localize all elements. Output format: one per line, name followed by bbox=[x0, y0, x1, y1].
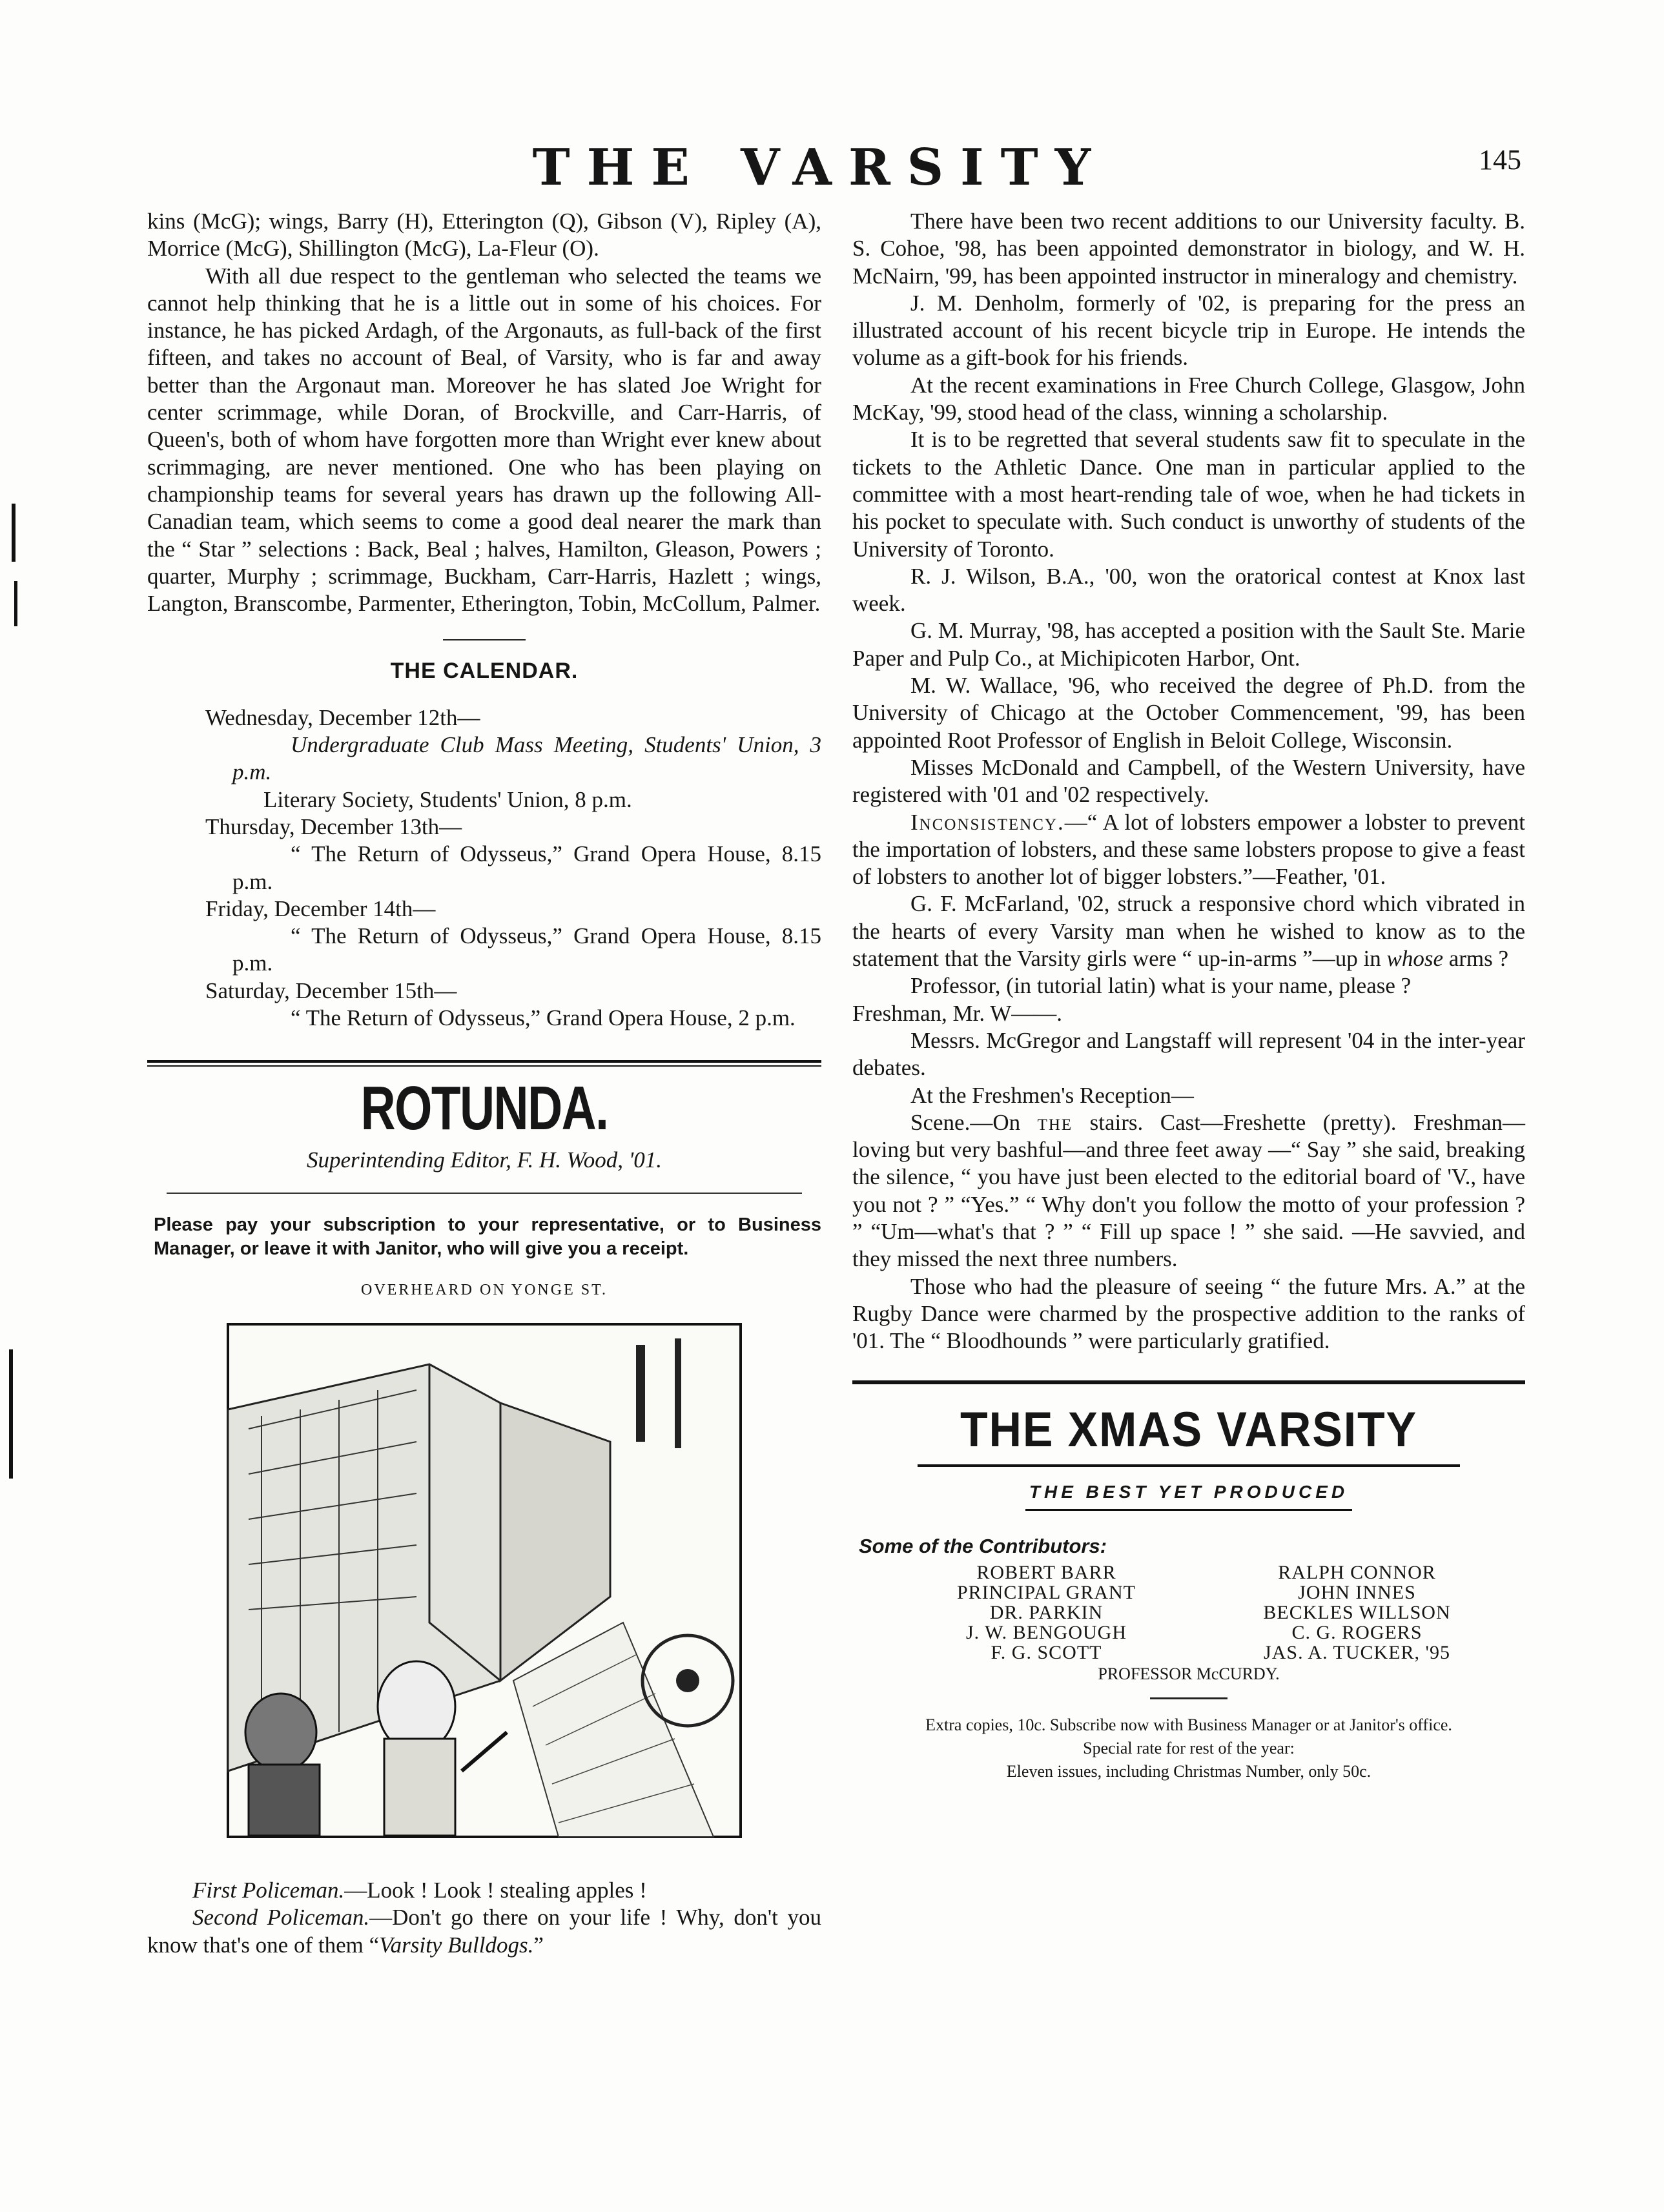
paragraph bbox=[852, 809, 1525, 891]
left-column bbox=[147, 208, 821, 1959]
ad-divider bbox=[852, 1380, 1525, 1384]
paragraph: It is to be regretted that several students saw fit to speculate in the tickets to the Athletic Dance. One man in particular applied to the committee with a most heart-rending tale of woe, when he had tickets in his pocket to speculate with. Such conduct is unworthy of students of the University of Toronto. bbox=[852, 427, 1525, 562]
speech-end: ” bbox=[533, 1932, 544, 1958]
contributor: BECKLES WILLSON bbox=[1263, 1602, 1451, 1624]
caption-line bbox=[147, 1877, 821, 1904]
contributor: RALPH CONNOR bbox=[1278, 1562, 1436, 1584]
subscription-notice: Please pay your subscription to your representative, or to Business Manager, or leave it with Janitor, who will give you a receipt. bbox=[154, 1214, 821, 1259]
right-column bbox=[852, 208, 1525, 1783]
page-number: 145 bbox=[1479, 144, 1521, 176]
calendar-day: Wednesday, December 12th— bbox=[205, 704, 480, 730]
divider bbox=[443, 639, 526, 640]
paragraph: There have been two recent additions to our University faculty. B. S. Cohoe, '98, has been appointed demonstrator in biology, and W. H. McNairn, '99, has been appointed instructor in mineralogy and chemistry. bbox=[852, 209, 1525, 289]
contributor: F. G. SCOTT bbox=[991, 1642, 1102, 1664]
divider bbox=[167, 1193, 802, 1194]
contributor: C. G. ROGERS bbox=[1291, 1622, 1423, 1644]
calendar-item: “ The Return of Odysseus,” Grand Opera House, 2 p.m. bbox=[291, 1005, 796, 1031]
calendar-event: Undergraduate Club Mass Meeting, Students' Union, 3 p.m. bbox=[232, 732, 821, 785]
calendar-day: Friday, December 14th— bbox=[205, 896, 436, 921]
paragraph-text: G. F. McFarland, '02, struck a responsive chord which vibrated in the hearts of every Varsity man when he wished to know as to the statement that the Varsity girls were “ up-in-arms ”—up in bbox=[852, 891, 1525, 972]
calendar-title: THE CALENDAR. bbox=[390, 659, 579, 684]
speech: —Look ! Look ! stealing apples ! bbox=[344, 1877, 647, 1903]
last-contributor: PROFESSOR McCURDY. bbox=[1098, 1664, 1280, 1684]
paragraph bbox=[852, 890, 1525, 972]
ad-special-rate: Special rate for rest of the year: bbox=[1083, 1739, 1295, 1758]
section-divider bbox=[147, 1060, 821, 1067]
contributors-list bbox=[852, 1562, 1525, 1663]
cartoon-illustration bbox=[223, 1319, 746, 1842]
contributors-heading: Some of the Contributors: bbox=[859, 1534, 1107, 1557]
calendar-day: Thursday, December 13th— bbox=[205, 814, 462, 839]
paragraph: With all due respect to the gentleman who selected the teams we cannot help thinking that he is a little out in some of his choices. For instance, he has picked Ardagh, of the Argonauts, as full-back of the first fifteen, and takes no account of Beal, of Varsity, who is far and away better than the Argonaut man. Moreover he has slated Joe Wright for center scrimmage, while Doran, of Brockville, and Carr-Harris, of Queen's, both of whom have forgotten more than Wright ever knew about scrimmaging, are never mentioned. One who has been playing on championship teams for several years has drawn up the following All-Canadian team, which seems to come a good deal nearer the mark than the “ Star ” selections : Back, Beal ; halves, Hamilton, Gleason, Powers ; quarter, Murphy ; scrimmage, Buckham, Carr-Harris, Hazlett ; wings, Langton, Branscombe, Parmenter, Etherington, Tobin, McCollum, Palmer. bbox=[147, 263, 821, 617]
rotunda-editor: Superintending Editor, F. H. Wood, '01. bbox=[306, 1147, 662, 1173]
cartoon-caption bbox=[147, 1877, 821, 1959]
contributor: ROBERT BARR bbox=[976, 1562, 1116, 1584]
contributor: J. W. BENGOUGH bbox=[965, 1622, 1127, 1644]
margin-mark bbox=[12, 504, 15, 562]
contributor: DR. PARKIN bbox=[989, 1602, 1104, 1624]
calendar-item: Literary Society, Students' Union, 8 p.m. bbox=[263, 786, 632, 812]
margin-mark bbox=[9, 1349, 13, 1479]
speaker: Second Policeman. bbox=[192, 1905, 370, 1930]
paragraph-text: arms ? bbox=[1443, 946, 1509, 972]
paragraph: Messrs. McGregor and Langstaff will represent '04 in the inter-year debates. bbox=[852, 1027, 1525, 1081]
paragraph-text: —“ A lot of lobsters empower a lobster to prevent the importation of lobsters, and these same lobsters propose to give a feast of lobsters to another lot of bigger lobsters.”—Feather, '01. bbox=[852, 809, 1525, 890]
paragraph: R. J. Wilson, B.A., '00, won the oratorical contest at Knox last week. bbox=[852, 563, 1525, 617]
margin-mark bbox=[14, 581, 17, 626]
ad-subtitle-text: THE BEST YET PRODUCED bbox=[1025, 1479, 1352, 1510]
paragraph-text: stairs. Cast—Freshette (pretty). Freshman—loving but very bashful—and three feet away —“ Say ” she said, breaking the silence, “ you have just been elected to the editorial board of 'V., have you not ? ” “Yes.” “ Why don't you follow the motto of your profession ? ” “Um—what's that ? ” “ Fill up space ! ” she said. —He savvied, and they missed the next three numbers. bbox=[852, 1109, 1525, 1272]
calendar-item: “ The Return of Odysseus,” Grand Opera House, 8.15 p.m. bbox=[232, 923, 821, 976]
paragraph: M. W. Wallace, '96, who received the degree of Ph.D. from the University of Chicago at the October Commencement, '99, has been appointed Root Professor of English in Beloit College, Wisconsin. bbox=[852, 673, 1525, 753]
paragraph: At the recent examinations in Free Church College, Glasgow, John McKay, '99, stood head of the class, winning a scholarship. bbox=[852, 372, 1525, 425]
paragraph: Misses McDonald and Campbell, of the Western University, have registered with '01 and '02 respectively. bbox=[852, 754, 1525, 808]
ad-eleven-issues: Eleven issues, including Christmas Number, only 50c. bbox=[1006, 1762, 1371, 1781]
rotunda-heading: ROTUNDA. bbox=[360, 1074, 608, 1143]
speech: —Don't go there on your life ! Why, don't you know that's one of them “ bbox=[147, 1905, 821, 1958]
ad-subtitle bbox=[852, 1479, 1525, 1510]
paragraph bbox=[852, 1109, 1525, 1273]
ad-extra-copies: Extra copies, 10c. Subscribe now with Business Manager or at Janitor's office. bbox=[925, 1715, 1452, 1735]
paragraph: kins (McG); wings, Barry (H), Etterington (Q), Gibson (V), Ripley (A), Morrice (McG), Shillington (McG), La-Fleur (O). bbox=[147, 209, 821, 261]
contributor: JOHN INNES bbox=[1298, 1582, 1416, 1604]
small-caps: the bbox=[1037, 1109, 1073, 1135]
ad-title-underline bbox=[918, 1464, 1460, 1467]
emphasis: whose bbox=[1386, 946, 1443, 972]
masthead-title: THE VARSITY bbox=[532, 138, 1108, 197]
paragraph-text: Scene.—On bbox=[910, 1109, 1038, 1135]
contributor: JAS. A. TUCKER, '95 bbox=[1264, 1642, 1450, 1664]
paragraph: At the Freshmen's Reception— bbox=[910, 1082, 1194, 1108]
paragraph: G. M. Murray, '98, has accepted a position with the Sault Ste. Marie Paper and Pulp Co., at Michipicoten Harbor, Ont. bbox=[852, 618, 1525, 671]
paragraph: Freshman, Mr. W——. bbox=[852, 1000, 1063, 1026]
ad-title: THE XMAS VARSITY bbox=[960, 1402, 1417, 1458]
contributor: PRINCIPAL GRANT bbox=[957, 1582, 1136, 1604]
paragraph: J. M. Denholm, formerly of '02, is preparing for the press an illustrated account of his recent bicycle trip in Europe. He intends the volume as a gift-book for his friends. bbox=[852, 290, 1525, 371]
caption-line bbox=[147, 1904, 821, 1959]
paragraph-label: Inconsistency. bbox=[910, 809, 1065, 835]
cartoon-title: OVERHEARD ON YONGE ST. bbox=[361, 1281, 608, 1298]
calendar-item bbox=[147, 732, 821, 786]
calendar-item: “ The Return of Odysseus,” Grand Opera House, 8.15 p.m. bbox=[232, 841, 821, 894]
emphasis: Varsity Bulldogs. bbox=[379, 1932, 534, 1958]
speaker: First Policeman. bbox=[192, 1877, 345, 1903]
paragraph: Professor, (in tutorial latin) what is your name, please ? bbox=[910, 973, 1412, 999]
calendar-day: Saturday, December 15th— bbox=[205, 978, 457, 1003]
paragraph: Those who had the pleasure of seeing “ the future Mrs. A.” at the Rugby Dance were charmed by the prospective addition to the ranks of '01. The “ Bloodhounds ” were particularly gratified. bbox=[852, 1273, 1525, 1354]
divider bbox=[1150, 1697, 1227, 1699]
